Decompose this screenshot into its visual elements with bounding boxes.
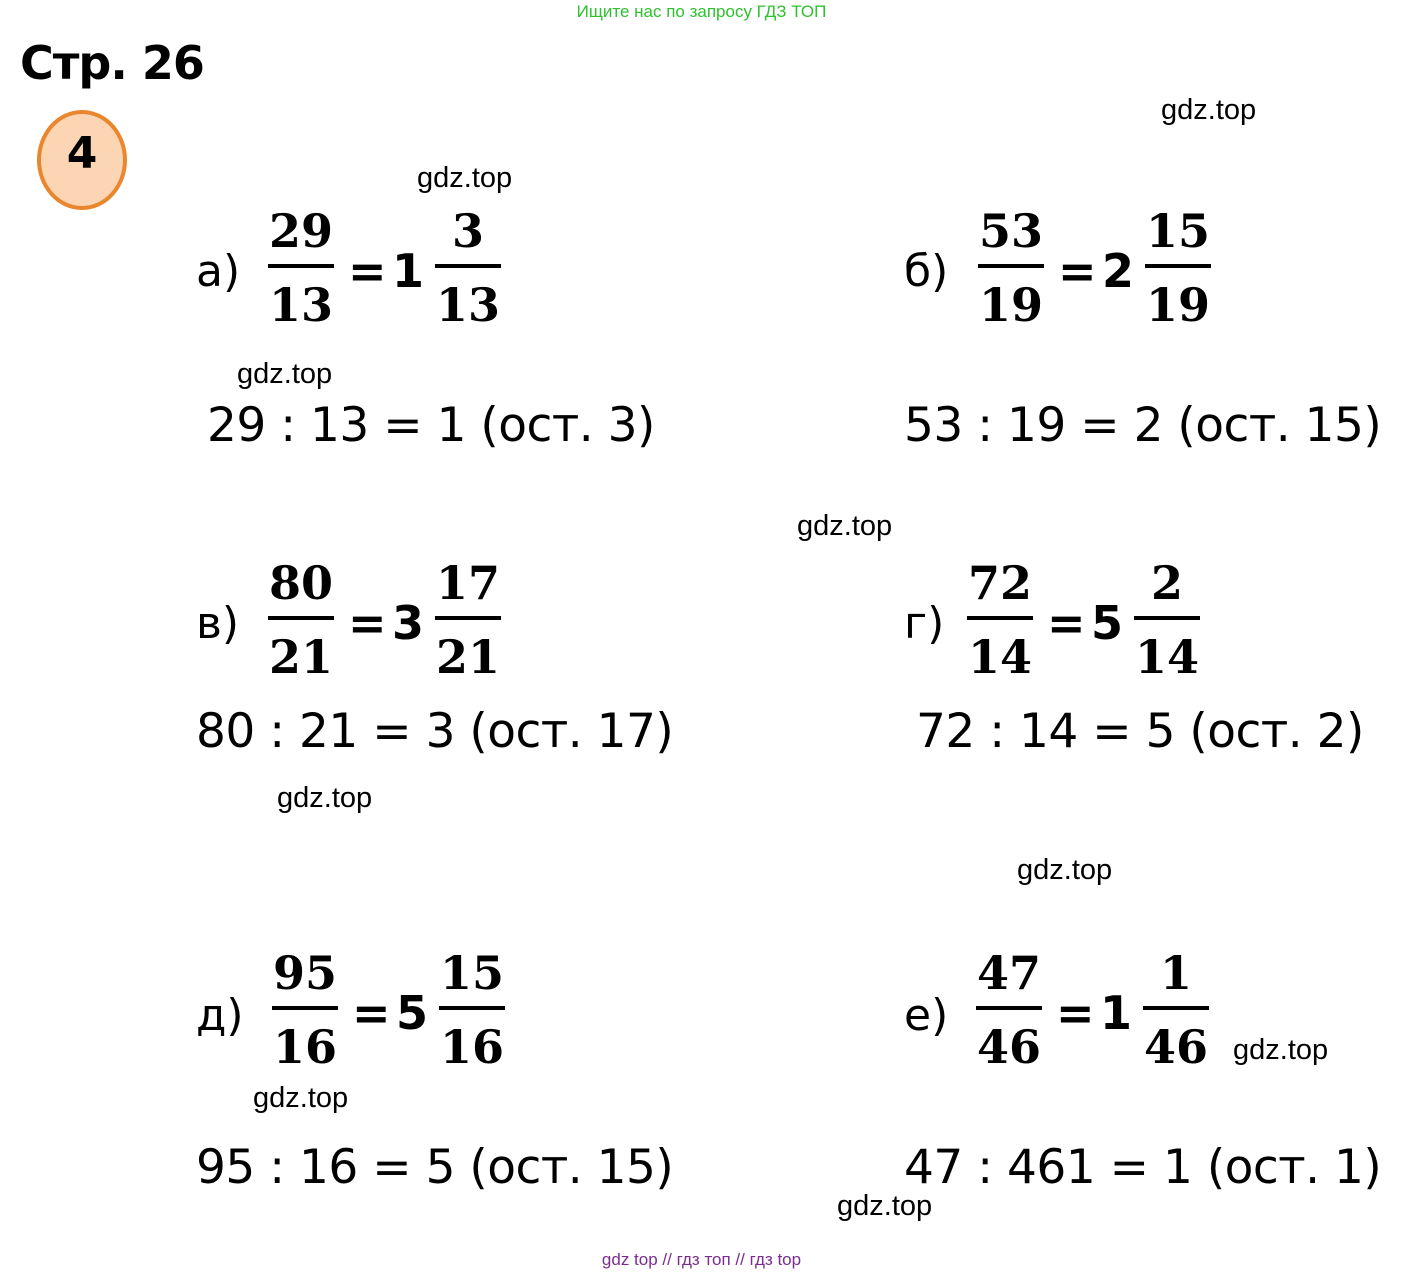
fraction-bar (268, 616, 334, 620)
improper-fraction (268, 204, 334, 332)
watermark: gdz.top (1161, 94, 1257, 126)
fraction-bar (439, 1006, 505, 1010)
fraction-numerator: 80 (268, 556, 333, 610)
fraction-bar (435, 264, 501, 268)
proper-fraction (1134, 556, 1200, 684)
fraction-numerator: 15 (439, 946, 504, 1000)
fraction-bar (268, 264, 334, 268)
whole-part: 3 (392, 596, 425, 650)
watermark: gdz.top (797, 510, 893, 542)
fraction-denominator: 21 (435, 630, 500, 684)
equals-sign: = (352, 986, 391, 1040)
footer-links[interactable]: gdz top // гдз топ // гдз top (601, 1250, 802, 1269)
fraction-denominator: 46 (1143, 1020, 1208, 1074)
fraction-denominator: 46 (976, 1020, 1041, 1074)
division-line: 72 : 14 = 5 (ост. 2) (916, 704, 1364, 759)
fraction-numerator: 3 (451, 204, 484, 258)
page-title: Стр. 26 (20, 36, 204, 90)
item-label: е) (904, 990, 949, 1041)
proper-fraction (1143, 946, 1209, 1074)
watermark: gdz.top (417, 162, 513, 194)
division-line: 95 : 16 = 5 (ост. 15) (196, 1140, 674, 1195)
fraction-bar (272, 1006, 338, 1010)
improper-fraction (967, 556, 1033, 684)
fraction-denominator: 14 (967, 630, 1032, 684)
whole-part: 5 (1091, 596, 1124, 650)
whole-part: 1 (1100, 986, 1133, 1040)
fraction-numerator: 53 (978, 204, 1043, 258)
fraction-denominator: 14 (1134, 630, 1199, 684)
fraction-bar (978, 264, 1044, 268)
item-label: б) (904, 246, 949, 297)
proper-fraction (439, 946, 505, 1074)
fraction-denominator: 13 (435, 278, 500, 332)
fraction-numerator: 29 (268, 204, 333, 258)
division-line: 29 : 13 = 1 (ост. 3) (207, 398, 655, 453)
equals-sign: = (1058, 244, 1097, 298)
fraction-numerator: 47 (976, 946, 1041, 1000)
fraction-bar (976, 1006, 1042, 1010)
improper-fraction (268, 556, 334, 684)
item-label: в) (196, 598, 240, 649)
equals-sign: = (1047, 596, 1086, 650)
fraction-bar (1145, 264, 1211, 268)
fraction-denominator: 13 (268, 278, 333, 332)
item-label: г) (904, 598, 945, 649)
fraction-numerator: 95 (272, 946, 337, 1000)
watermark: gdz.top (253, 1082, 349, 1114)
watermark: gdz.top (837, 1190, 933, 1222)
fraction-denominator: 19 (978, 278, 1043, 332)
proper-fraction (1145, 204, 1211, 332)
proper-fraction (435, 204, 501, 332)
watermark: gdz.top (1233, 1034, 1329, 1066)
fraction-denominator: 16 (272, 1020, 337, 1074)
watermark: gdz.top (1017, 854, 1113, 886)
equals-sign: = (348, 244, 387, 298)
task-number-badge (37, 110, 127, 210)
fraction-numerator: 2 (1150, 556, 1183, 610)
division-line: 53 : 19 = 2 (ост. 15) (904, 398, 1382, 453)
improper-fraction (976, 946, 1042, 1074)
whole-part: 5 (396, 986, 429, 1040)
improper-fraction (978, 204, 1044, 332)
equals-sign: = (348, 596, 387, 650)
improper-fraction (272, 946, 338, 1074)
fraction-bar (1134, 616, 1200, 620)
fraction-numerator: 15 (1145, 204, 1210, 258)
whole-part: 2 (1102, 244, 1135, 298)
fraction-bar (967, 616, 1033, 620)
fraction-denominator: 16 (439, 1020, 504, 1074)
search-banner: Ищите нас по запросу ГДЗ ТОП (576, 2, 827, 21)
division-line: 47 : 461 = 1 (ост. 1) (904, 1140, 1382, 1195)
item-label: д) (196, 990, 244, 1041)
fraction-bar (1143, 1006, 1209, 1010)
watermark: gdz.top (277, 782, 373, 814)
fraction-numerator: 1 (1159, 946, 1192, 1000)
fraction-numerator: 17 (435, 556, 500, 610)
task-number: 4 (66, 128, 98, 179)
fraction-denominator: 19 (1145, 278, 1210, 332)
division-line: 80 : 21 = 3 (ост. 17) (196, 704, 674, 759)
fraction-bar (435, 616, 501, 620)
equals-sign: = (1056, 986, 1095, 1040)
proper-fraction (435, 556, 501, 684)
item-label: а) (196, 246, 241, 297)
whole-part: 1 (392, 244, 425, 298)
fraction-denominator: 21 (268, 630, 333, 684)
fraction-numerator: 72 (967, 556, 1032, 610)
watermark: gdz.top (237, 358, 333, 390)
